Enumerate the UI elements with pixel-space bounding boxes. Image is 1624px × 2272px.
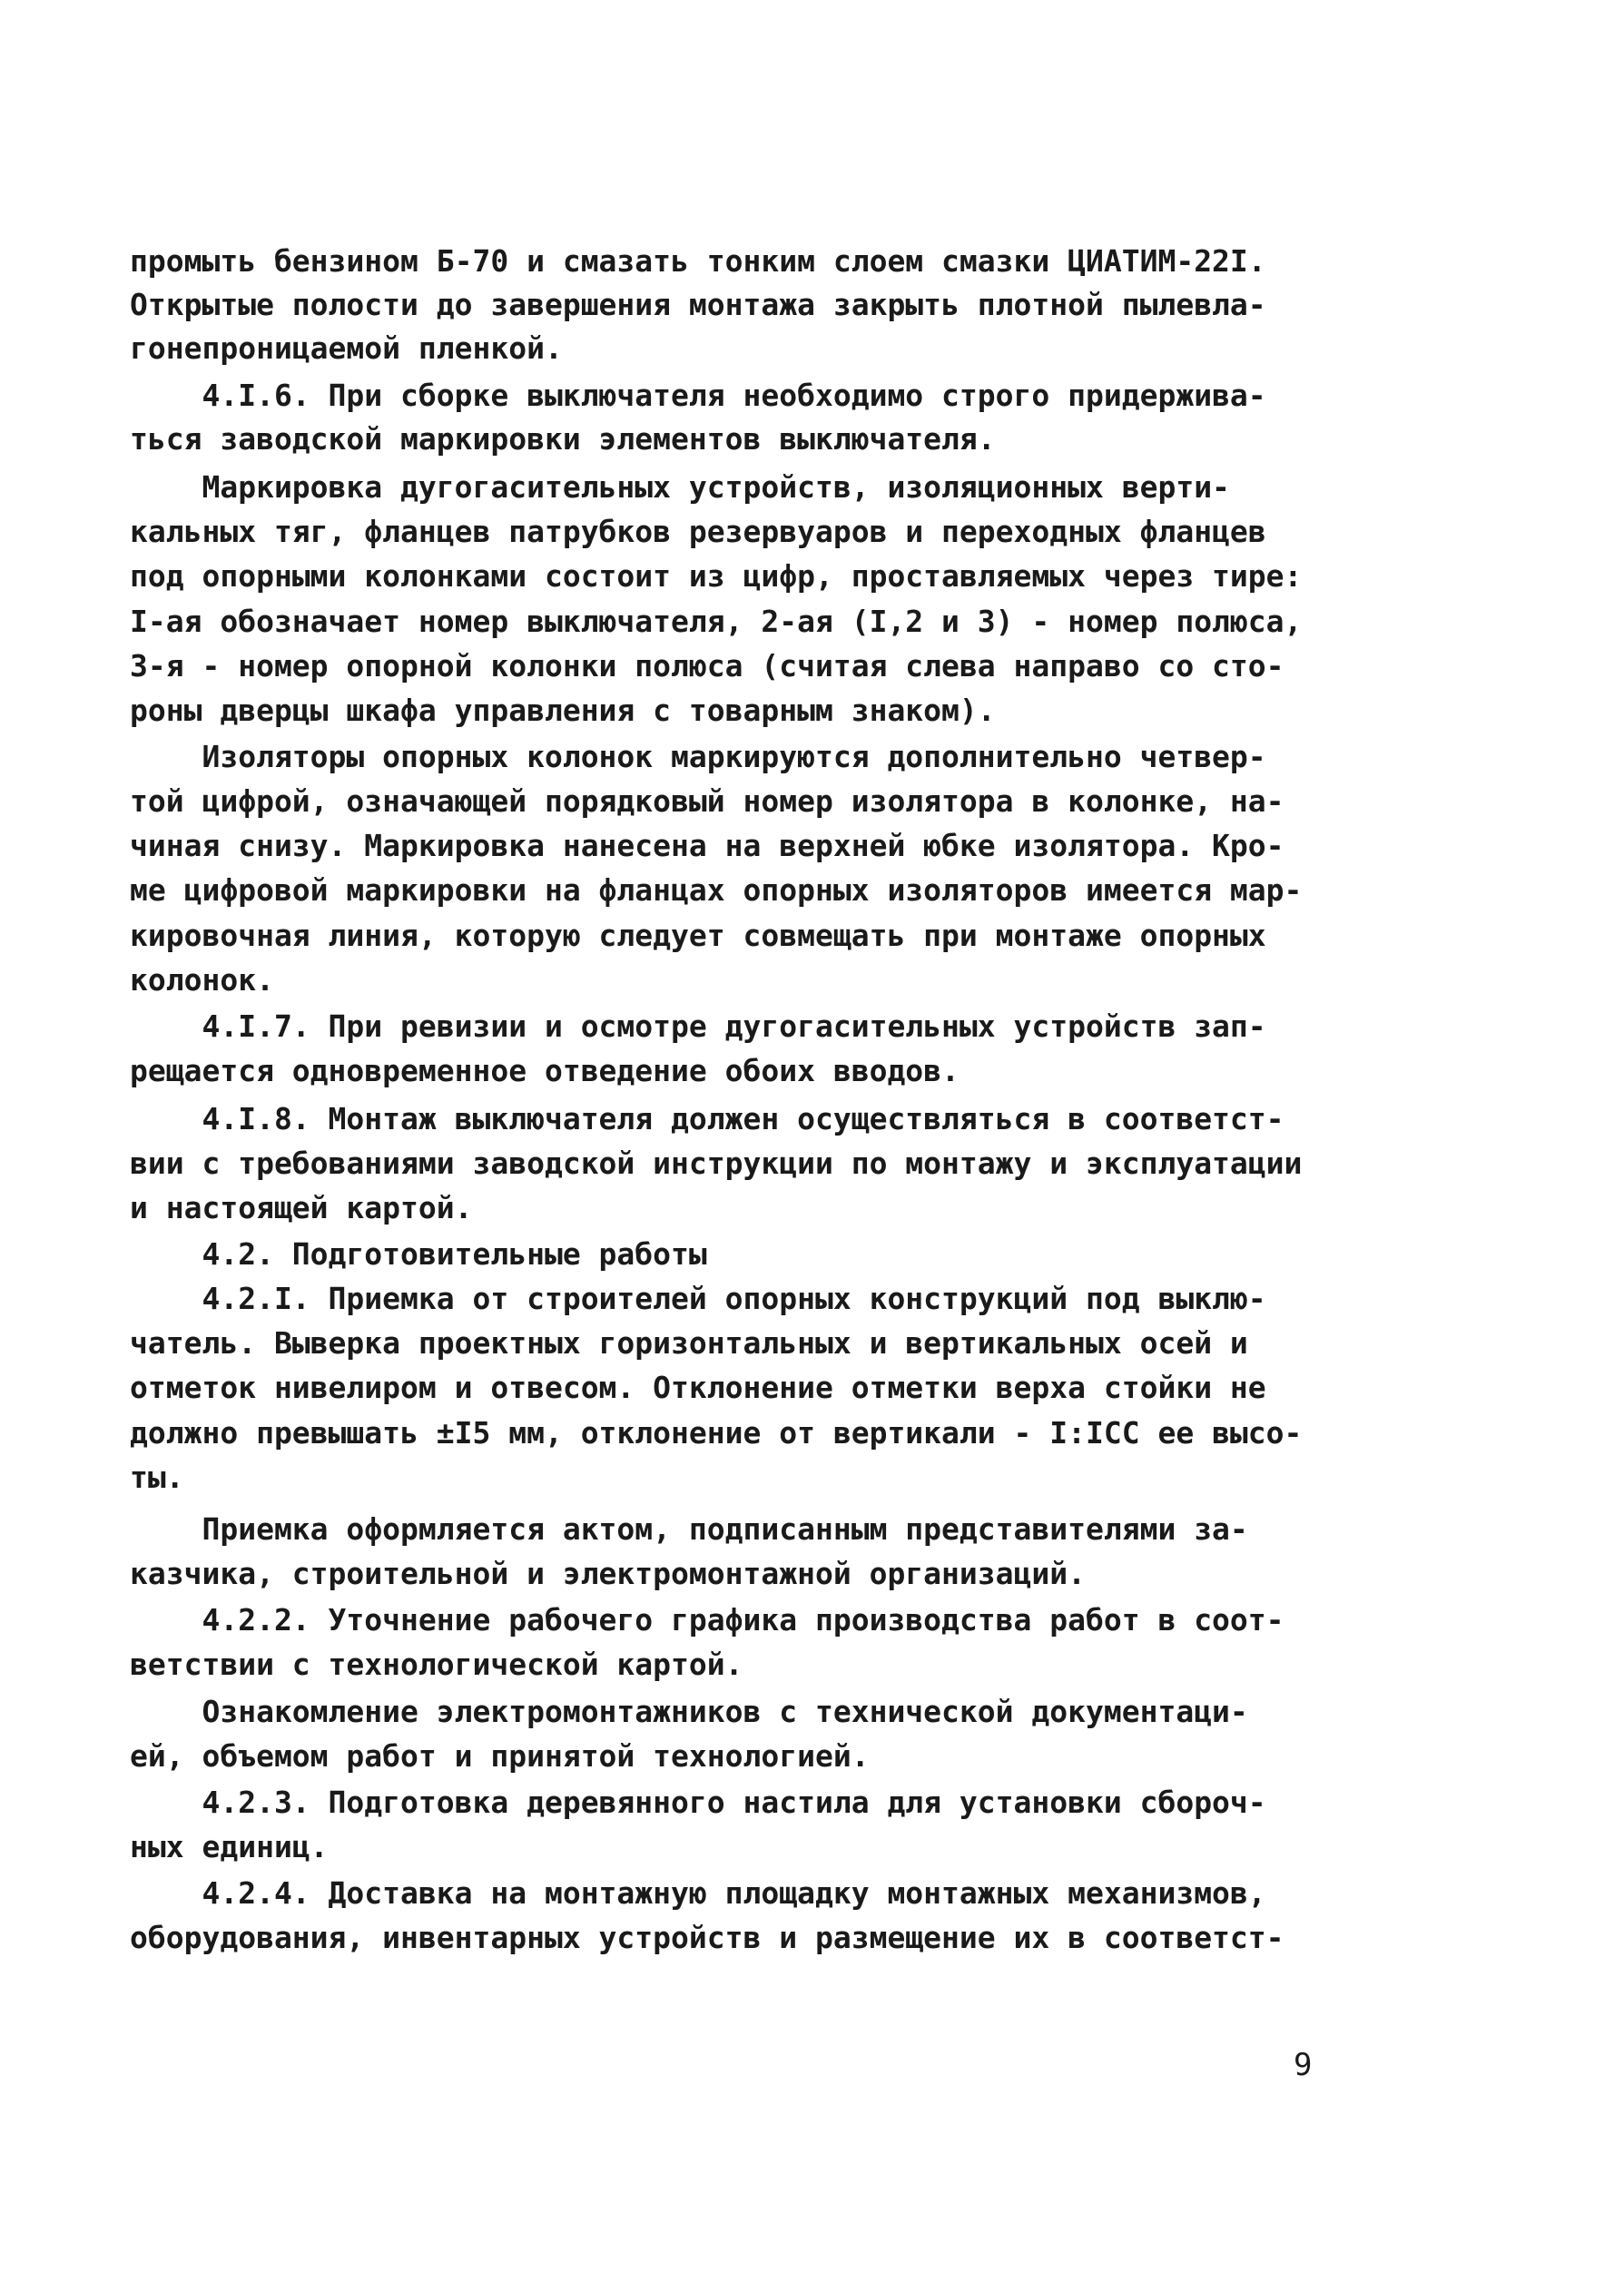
text-line: ться заводской маркировки элементов выключателя.	[130, 421, 996, 457]
text-line: 3-я - номер опорной колонки полюса (считая слева направо со сто-	[130, 648, 1284, 684]
text-line: ты.	[130, 1460, 184, 1495]
text-line: 4.2.I. Приемка от строителей опорных конструкций под выклю-	[130, 1281, 1266, 1316]
text-line: роны дверцы шкафа управления с товарным знаком).	[130, 693, 996, 728]
text-line: 4.I.8. Монтаж выключателя должен осуществляться в соответст-	[130, 1101, 1284, 1136]
text-line: 4.2.2. Уточнение рабочего графика производства работ в соот-	[130, 1602, 1284, 1638]
text-line: ме цифровой маркировки на фланцах опорных изоляторов имеется мар-	[130, 872, 1303, 908]
page-number: 9	[1294, 2047, 1313, 2083]
text-line: ных единиц.	[130, 1829, 329, 1864]
text-line: I-ая обозначает номер выключателя, 2-ая (I,2 и 3) - номер полюса,	[130, 604, 1303, 639]
text-line: Маркировка дугогасительных устройств, изоляционных верти-	[130, 469, 1230, 505]
text-line: должно превышать ±I5 мм, отклонение от вертикали - I:IСС ее высо-	[130, 1415, 1303, 1451]
text-line: чатель. Выверка проектных горизонтальных и вертикальных осей и	[130, 1325, 1248, 1361]
text-line: промыть бензином Б-70 и смазать тонким слоем смазки ЦИАТИМ-22I.	[130, 243, 1266, 279]
text-line: казчика, строительной и электромонтажной организаций.	[130, 1556, 1086, 1591]
section-heading: 4.2. Подготовительные работы	[130, 1236, 707, 1272]
text-line: Изоляторы опорных колонок маркируются дополнительно четвер-	[130, 739, 1266, 774]
text-line: колонок.	[130, 962, 274, 998]
text-line: отметок нивелиром и отвесом. Отклонение отметки верха стойки не	[130, 1370, 1266, 1405]
text-line: 4.I.6. При сборке выключателя необходимо строго придержива-	[130, 378, 1266, 413]
text-line: кировочная линия, которую следует совмещать при монтаже опорных	[130, 918, 1266, 953]
text-line: Приемка оформляется актом, подписанным представителями за-	[130, 1511, 1248, 1547]
text-line: кальных тяг, фланцев патрубков резервуаров и переходных фланцев	[130, 514, 1266, 549]
text-line: 4.I.7. При ревизии и осмотре дугогасительных устройств зап-	[130, 1008, 1266, 1044]
text-line: чиная снизу. Маркировка нанесена на верхней юбке изолятора. Кро-	[130, 828, 1284, 863]
text-line: ей, объемом работ и принятой технологией.	[130, 1738, 870, 1774]
text-line: вии с требованиями заводской инструкции по монтажу и эксплуатации	[130, 1146, 1303, 1181]
text-line: 4.2.4. Доставка на монтажную площадку монтажных механизмов,	[130, 1875, 1266, 1911]
text-line: гонепроницаемой пленкой.	[130, 330, 563, 366]
text-line: Ознакомление электромонтажников с технической документаци-	[130, 1694, 1248, 1729]
text-line: под опорными колонками состоит из цифр, проставляемых через тире:	[130, 558, 1303, 594]
text-line: и настоящей картой.	[130, 1190, 473, 1225]
text-line: рещается одновременное отведение обоих вводов.	[130, 1053, 960, 1088]
text-line: ветствии с технологической картой.	[130, 1647, 743, 1682]
text-line: Открытые полости до завершения монтажа закрыть плотной пылевла-	[130, 287, 1266, 322]
text-line: той цифрой, означающей порядковый номер изолятора в колонке, на-	[130, 783, 1284, 819]
text-line: 4.2.3. Подготовка деревянного настила для установки сбороч-	[130, 1785, 1266, 1820]
text-line: оборудования, инвентарных устройств и размещение их в соответст-	[130, 1920, 1284, 1955]
